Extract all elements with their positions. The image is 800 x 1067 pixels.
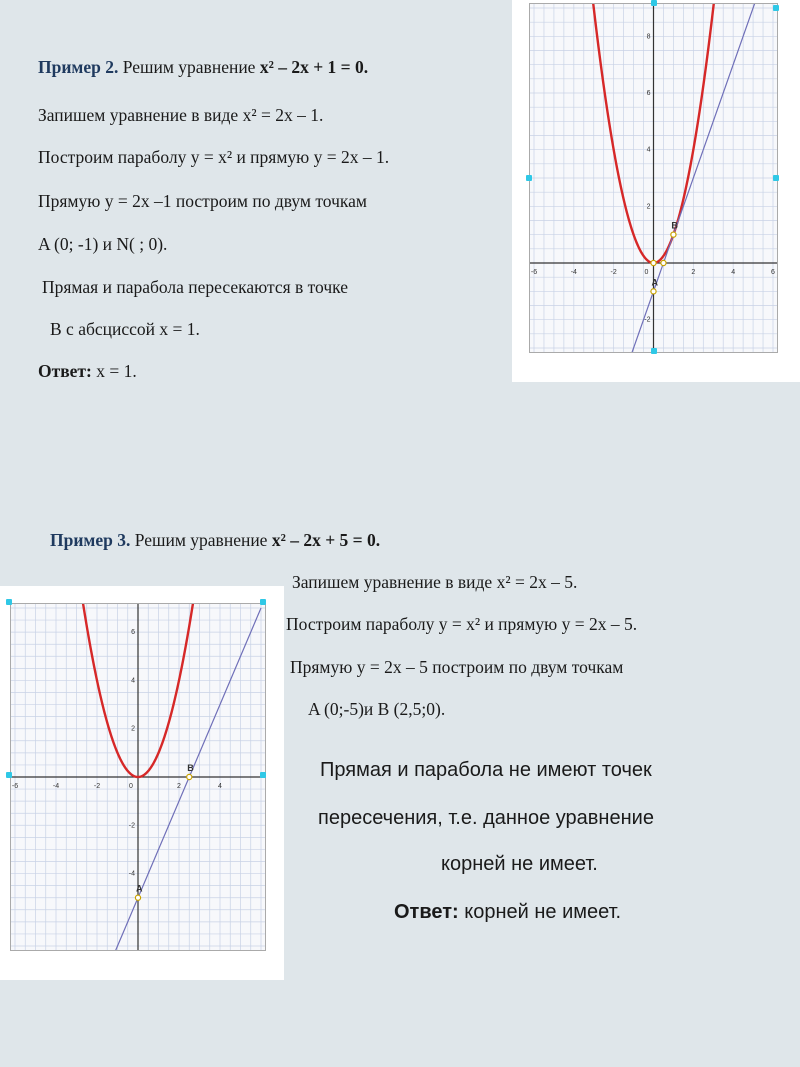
y-tick-label: 4 [131,677,135,685]
point-marker [651,289,656,294]
example3-line1: Запишем уравнение в виде x² = 2x – 5. [292,572,578,592]
example3-label: Пример 3. [50,530,131,550]
graph2-handle-left[interactable] [6,772,12,778]
example2-line4: A (0; -1) и N( ; 0). [38,234,168,254]
point-label: B [187,763,194,773]
y-tick-label: -2 [644,316,651,324]
y-tick-label: -2 [128,822,135,830]
example3-title [50,529,380,551]
graph2-handle-top-left[interactable] [6,599,12,605]
example3-line2: Построим параболу y = x² и прямую y = 2x – 5. [286,614,638,634]
example3-line4: A (0;-5)и B (2,5;0). [308,699,446,719]
y-tick-label: 8 [646,33,651,41]
x-tick-label: -6 [530,269,538,276]
example2-equation: x² – 2x + 1 = 0. [259,57,369,77]
y-tick-label: 6 [131,629,135,637]
example2-line2: Построим параболу y = x² и прямую y = 2x – 1. [38,147,390,167]
y-tick-label: -4 [128,870,135,878]
graph2-handle-top-right[interactable] [260,599,266,605]
example2-line5: Прямая и парабола пересекаются в точке [42,277,348,297]
example2-label: Пример 2. [38,57,119,77]
point-marker [135,895,140,900]
point-marker [187,774,192,779]
point-marker [651,260,656,265]
example2-line6: B с абсциссой x = 1. [50,319,200,339]
example2-title-text: Решим уравнение [118,57,260,77]
example3-conclusion3: корней не имеет. [441,853,598,875]
graph2-svg [11,604,265,950]
y-tick-label: 4 [646,146,651,154]
example2-line1: Запишем уравнение в виде x² = 2x – 1. [38,105,324,125]
x-tick-label: -2 [610,269,617,276]
point-marker [671,232,676,237]
graph1-handle-corner[interactable] [773,5,779,11]
y-tick-label: 2 [131,725,135,733]
graph1-handle-bottom[interactable] [651,348,657,354]
graph1-handle-left[interactable] [526,175,532,181]
example3-line3: Прямую y = 2x – 5 построим по двум точкам [290,657,624,677]
x-tick-label: 2 [691,269,696,276]
graph1-handle-right[interactable] [773,175,779,181]
x-tick-label: 0 [644,269,649,276]
example3-answer [394,900,621,924]
example2-answer-label: Ответ: [38,361,92,381]
point-marker [661,260,666,265]
x-tick-label: -2 [93,783,101,790]
x-tick-label: 4 [218,783,222,790]
y-tick-label: 2 [646,203,651,211]
point-label: A [136,883,143,894]
graph1-frame [529,3,778,353]
graph1-handle-top[interactable] [651,0,657,6]
example2-answer-value: x = 1. [91,361,137,381]
x-tick-label: -6 [11,783,19,790]
graph1-svg [530,4,777,352]
x-tick-label: 2 [177,783,181,790]
x-tick-label: 6 [771,269,775,276]
example3-title-text: Решим уравнение [130,530,272,550]
example2-line3: Прямую y = 2x –1 построим по двум точкам [38,191,367,211]
graph2-handle-right[interactable] [260,772,266,778]
x-tick-label: -4 [570,269,577,276]
x-tick-label: -4 [52,783,60,790]
example3-conclusion1: Прямая и парабола не имеют точек [320,759,652,781]
example2-title [38,56,368,78]
x-tick-label: 4 [731,269,736,276]
x-tick-label: 0 [129,783,133,790]
example3-equation: x² – 2x + 5 = 0. [271,530,381,550]
point-label: B [671,220,678,231]
y-tick-label: 6 [646,90,651,97]
example3-answer-label: Ответ: [394,901,459,923]
example3-answer-value: корней не имеет. [458,901,622,923]
point-label: A [651,277,658,288]
example3-conclusion2: пересечения, т.е. данное уравнение [318,807,654,829]
graph2-frame [10,603,266,951]
example2-answer [38,360,137,382]
